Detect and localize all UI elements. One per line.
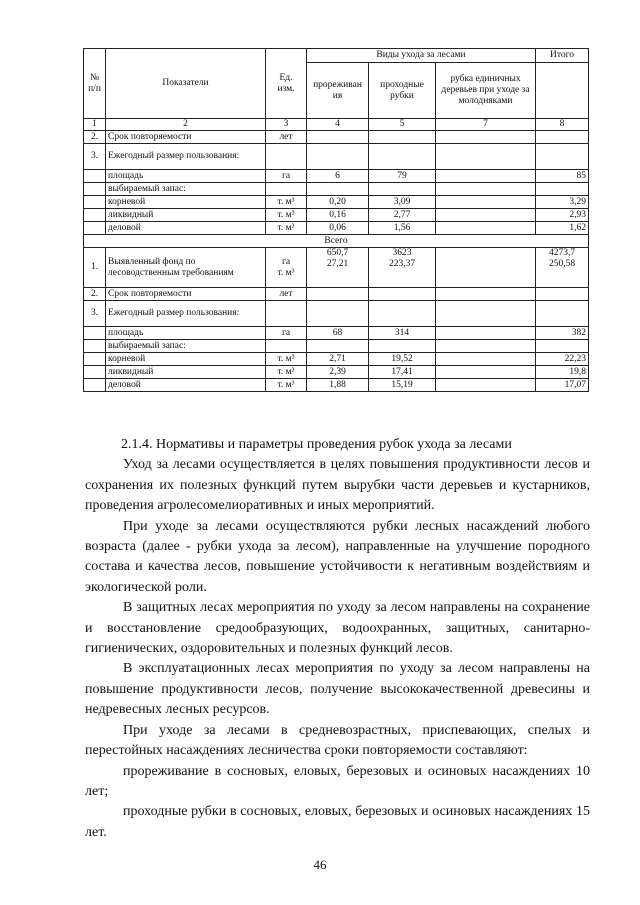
header-care-types: Виды ухода за лесами — [307, 49, 536, 63]
fund-total: 4273,7 250,58 — [536, 248, 589, 288]
row-thinning: 68 — [307, 327, 369, 340]
col-number: 3 — [266, 119, 307, 131]
row-unit: га — [266, 170, 307, 183]
row-thinning: 0,20 — [307, 196, 369, 209]
row-passage: 2,77 — [369, 209, 436, 222]
row-total: 22,23 — [536, 353, 589, 366]
row-single — [436, 340, 536, 353]
row-passage — [369, 183, 436, 196]
section-1-rows — [84, 131, 589, 235]
header-indicators: Показатели — [106, 49, 266, 119]
row-thinning — [307, 301, 369, 327]
row-unit — [266, 144, 307, 170]
row-total — [536, 144, 589, 170]
row-label: площадь — [106, 170, 266, 183]
row-thinning: 2,39 — [307, 366, 369, 379]
table-row — [84, 353, 589, 366]
row-thinning — [307, 131, 369, 144]
row-num — [84, 327, 106, 340]
row-unit: лет — [266, 131, 307, 144]
table-row — [84, 131, 589, 144]
row-single — [436, 222, 536, 235]
row-thinning: 1,88 — [307, 379, 369, 392]
section-heading: 2.1.4. Нормативы и параметры проведения рубок ухода за лесами — [121, 437, 512, 452]
row-single — [436, 366, 536, 379]
row-unit — [266, 183, 307, 196]
row-label: Срок повторяемости — [106, 288, 266, 301]
row-num — [84, 353, 106, 366]
header-passage-cuts: проходные рубки — [369, 63, 436, 119]
row-num: 2. — [84, 131, 106, 144]
row-thinning — [307, 288, 369, 301]
row-unit: лет — [266, 288, 307, 301]
col-number: 2 — [106, 119, 266, 131]
table-row — [84, 366, 589, 379]
table-row — [84, 183, 589, 196]
row-label: выбираемый запас: — [106, 340, 266, 353]
row-thinning — [307, 340, 369, 353]
col-number: 8 — [536, 119, 589, 131]
row-passage — [369, 340, 436, 353]
row-single — [436, 209, 536, 222]
header-total: Итого — [536, 49, 589, 63]
table-row — [84, 340, 589, 353]
table-row — [84, 196, 589, 209]
fund-row — [84, 248, 589, 288]
forest-care-table — [83, 48, 589, 392]
col-number: 1 — [84, 119, 106, 131]
row-thinning: 0,06 — [307, 222, 369, 235]
row-label: корневой — [106, 196, 266, 209]
row-label: Ежегодный размер пользования: — [106, 144, 266, 170]
row-num — [84, 222, 106, 235]
row-thinning: 2,71 — [307, 353, 369, 366]
row-single — [436, 183, 536, 196]
paragraph: Уход за лесами осуществляется в целях повышения продуктивности лесов и сохранения их полезных функций путем вырубки части деревьев и кустарников, проведения агролесомелиоративных и иных мероприятий. — [85, 457, 590, 514]
row-label: деловой — [106, 222, 266, 235]
row-total: 382 — [536, 327, 589, 340]
row-total: 85 — [536, 170, 589, 183]
all-label: Всего — [84, 235, 589, 248]
fund-num: 1. — [84, 248, 106, 288]
row-single — [436, 170, 536, 183]
row-label: площадь — [106, 327, 266, 340]
row-single — [436, 144, 536, 170]
header-num: № п/п — [84, 49, 106, 119]
row-num — [84, 366, 106, 379]
row-single — [436, 327, 536, 340]
row-thinning: 6 — [307, 170, 369, 183]
row-unit: га — [266, 327, 307, 340]
row-single — [436, 288, 536, 301]
row-total: 2,93 — [536, 209, 589, 222]
row-unit: т. м³ — [266, 222, 307, 235]
row-passage: 19,52 — [369, 353, 436, 366]
row-passage — [369, 301, 436, 327]
section-2-rows — [84, 288, 589, 392]
row-num: 2. — [84, 288, 106, 301]
body-text — [85, 435, 590, 843]
row-single — [436, 301, 536, 327]
header-total-empty — [536, 63, 589, 119]
row-label: ликвидный — [106, 209, 266, 222]
fund-passage: 3623 223,37 — [369, 248, 436, 288]
paragraph: В эксплуатационных лесах мероприятия по уходу за лесом направлены на повышение продуктивности лесов, получение высококачественной древесины и недревесных лесных ресурсов. — [85, 661, 590, 718]
row-single — [436, 131, 536, 144]
row-total: 1,62 — [536, 222, 589, 235]
row-total — [536, 301, 589, 327]
row-passage — [369, 144, 436, 170]
table-row — [84, 222, 589, 235]
row-total — [536, 183, 589, 196]
row-thinning — [307, 183, 369, 196]
row-label: Ежегодный размер пользования: — [106, 301, 266, 327]
table-row — [84, 209, 589, 222]
row-total: 3,29 — [536, 196, 589, 209]
row-passage — [369, 288, 436, 301]
row-num — [84, 209, 106, 222]
row-thinning — [307, 144, 369, 170]
row-num — [84, 170, 106, 183]
row-total: 17,07 — [536, 379, 589, 392]
row-unit: т. м³ — [266, 196, 307, 209]
row-label: корневой — [106, 353, 266, 366]
row-single — [436, 379, 536, 392]
row-num: 3. — [84, 144, 106, 170]
table-row — [84, 288, 589, 301]
row-passage: 15,19 — [369, 379, 436, 392]
row-num — [84, 340, 106, 353]
row-unit — [266, 301, 307, 327]
paragraph: При уходе за лесами осуществляются рубки лесных насаждений любого возраста (далее - рубки ухода за лесом), направленные на улучшение породного состава и качества лесов, повышение устойчивости к негативным воздействиям и экологической роли. — [85, 518, 590, 595]
row-total — [536, 131, 589, 144]
row-passage — [369, 131, 436, 144]
row-unit: т. м³ — [266, 366, 307, 379]
row-unit: т. м³ — [266, 209, 307, 222]
table-row — [84, 144, 589, 170]
row-unit: т. м³ — [266, 379, 307, 392]
row-passage: 17,41 — [369, 366, 436, 379]
page-number: 46 — [313, 857, 327, 872]
row-num: 3. — [84, 301, 106, 327]
fund-thinning: 650,7 27,21 — [307, 248, 369, 288]
row-total: 19,8 — [536, 366, 589, 379]
paragraph: прореживание в сосновых, еловых, березовых и осиновых насаждениях 10 лет; — [85, 763, 590, 799]
row-passage: 314 — [369, 327, 436, 340]
row-unit — [266, 340, 307, 353]
row-num — [84, 183, 106, 196]
paragraph: При уходе за лесами в средневозрастных, приспевающих, спелых и перестойных насаждениях лесничества сроки повторяемости составляют: — [85, 722, 590, 759]
paragraph: В защитных лесах мероприятия по уходу за лесом направлены на сохранение и восстановление средообразующих, водоохранных, защитных, санитарно-гигиенических, оздоровительных и полезных функций лесов. — [85, 600, 590, 657]
row-num — [84, 196, 106, 209]
fund-single — [436, 248, 536, 288]
row-label: Срок повторяемости — [106, 131, 266, 144]
header-row-top — [84, 49, 589, 63]
all-row — [84, 235, 589, 248]
header-unit: Ед. изм. — [266, 49, 307, 119]
row-label: ликвидный — [106, 366, 266, 379]
column-number-row — [84, 119, 589, 131]
row-passage: 3,09 — [369, 196, 436, 209]
row-label: выбираемый запас: — [106, 183, 266, 196]
header-thinning: прореживан ия — [307, 63, 369, 119]
row-single — [436, 196, 536, 209]
table-row — [84, 327, 589, 340]
row-unit: т. м³ — [266, 353, 307, 366]
table-row — [84, 379, 589, 392]
col-number: 4 — [307, 119, 369, 131]
fund-unit: га т. м³ — [266, 248, 307, 288]
row-num — [84, 379, 106, 392]
row-passage: 79 — [369, 170, 436, 183]
row-thinning: 0,16 — [307, 209, 369, 222]
col-number: 5 — [369, 119, 436, 131]
table-row — [84, 301, 589, 327]
row-total — [536, 340, 589, 353]
table-row — [84, 170, 589, 183]
paragraph: проходные рубки в сосновых, еловых, березовых и осиновых насаждениях 15 лет. — [85, 804, 590, 840]
row-total — [536, 288, 589, 301]
header-single-tree-cut: рубка единичных деревьев при уходе за молодняками — [436, 63, 536, 119]
row-single — [436, 353, 536, 366]
fund-label: Выявленный фонд по лесоводственным требованиям — [106, 248, 266, 288]
row-passage: 1,56 — [369, 222, 436, 235]
col-number: 7 — [436, 119, 536, 131]
row-label: деловой — [106, 379, 266, 392]
